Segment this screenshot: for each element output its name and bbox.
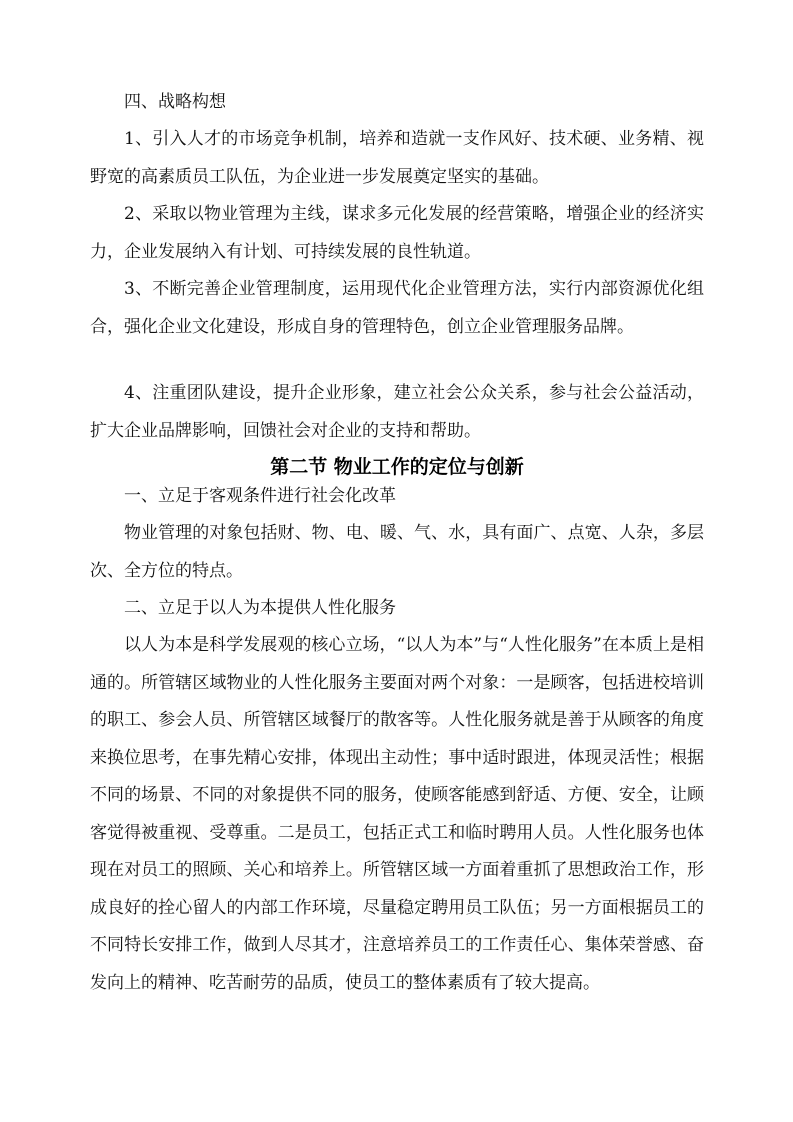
subsection-2-body: 以人为本是科学发展观的核心立场，“以人为本”与“人性化服务”在本质上是相通的。所管辖区域物业的人性化服务主要面对两个对象：一是顾客，包括进校培训的职工、参会人员、所管辖区域餐厅的散客等。人性化服务就是善于从顾客的角度来换位思考，在事先精心安排，体现出主动性；事中适时跟进，体现灵活性；根据不同的场景、不同的对象提供不同的服务，使顾客能感到舒适、方便、安全，让顾客觉得被重视、受尊重。二是员工，包括正式工和临时聘用人员。人性化服务也体现在对员工的照顾、关心和培养上。所管辖区域一方面着重抓了思想政治工作，形成良好的拴心留人的内部工作环境，尽量稳定聘用员工队伍；另一方面根据员工的不同特长安排工作，做到人尽其才，注意培养员工的工作责任心、集体荣誉感、奋发向上的精神、吃苦耐劳的品质，使员工的整体素质有了较大提高。 xyxy=(90,635,704,993)
strategy-heading: 四、战略构想 xyxy=(124,92,226,112)
strategy-item-4: 4、注重团队建设，提升企业形象，建立社会公众关系，参与社会公益活动，扩大企业品牌影响，回馈社会对企业的支持和帮助。 xyxy=(90,383,704,441)
section-title: 第二节 物业工作的定位与创新 xyxy=(270,456,524,478)
strategy-item-1: 1、引入人才的市场竞争机制，培养和造就一支作风好、技术硬、业务精、视野宽的高素质员工队伍，为企业进一步发展奠定坚实的基础。 xyxy=(90,129,704,187)
strategy-item-3: 3、不断完善企业管理制度，运用现代化企业管理方法，实行内部资源优化组合，强化企业文化建设，形成自身的管理特色，创立企业管理服务品牌。 xyxy=(90,279,704,337)
subsection-2-heading: 二、立足于以人为本提供人性化服务 xyxy=(124,598,396,618)
subsection-1-body: 物业管理的对象包括财、物、电、暖、气、水，具有面广、点宽、人杂，多层次、全方位的特点。 xyxy=(90,523,704,581)
strategy-item-2: 2、采取以物业管理为主线，谋求多元化发展的经营策略，增强企业的经济实力，企业发展纳入有计划、可持续发展的良性轨道。 xyxy=(90,204,704,262)
subsection-1-heading: 一、立足于客观条件进行社会化改革 xyxy=(124,486,396,506)
